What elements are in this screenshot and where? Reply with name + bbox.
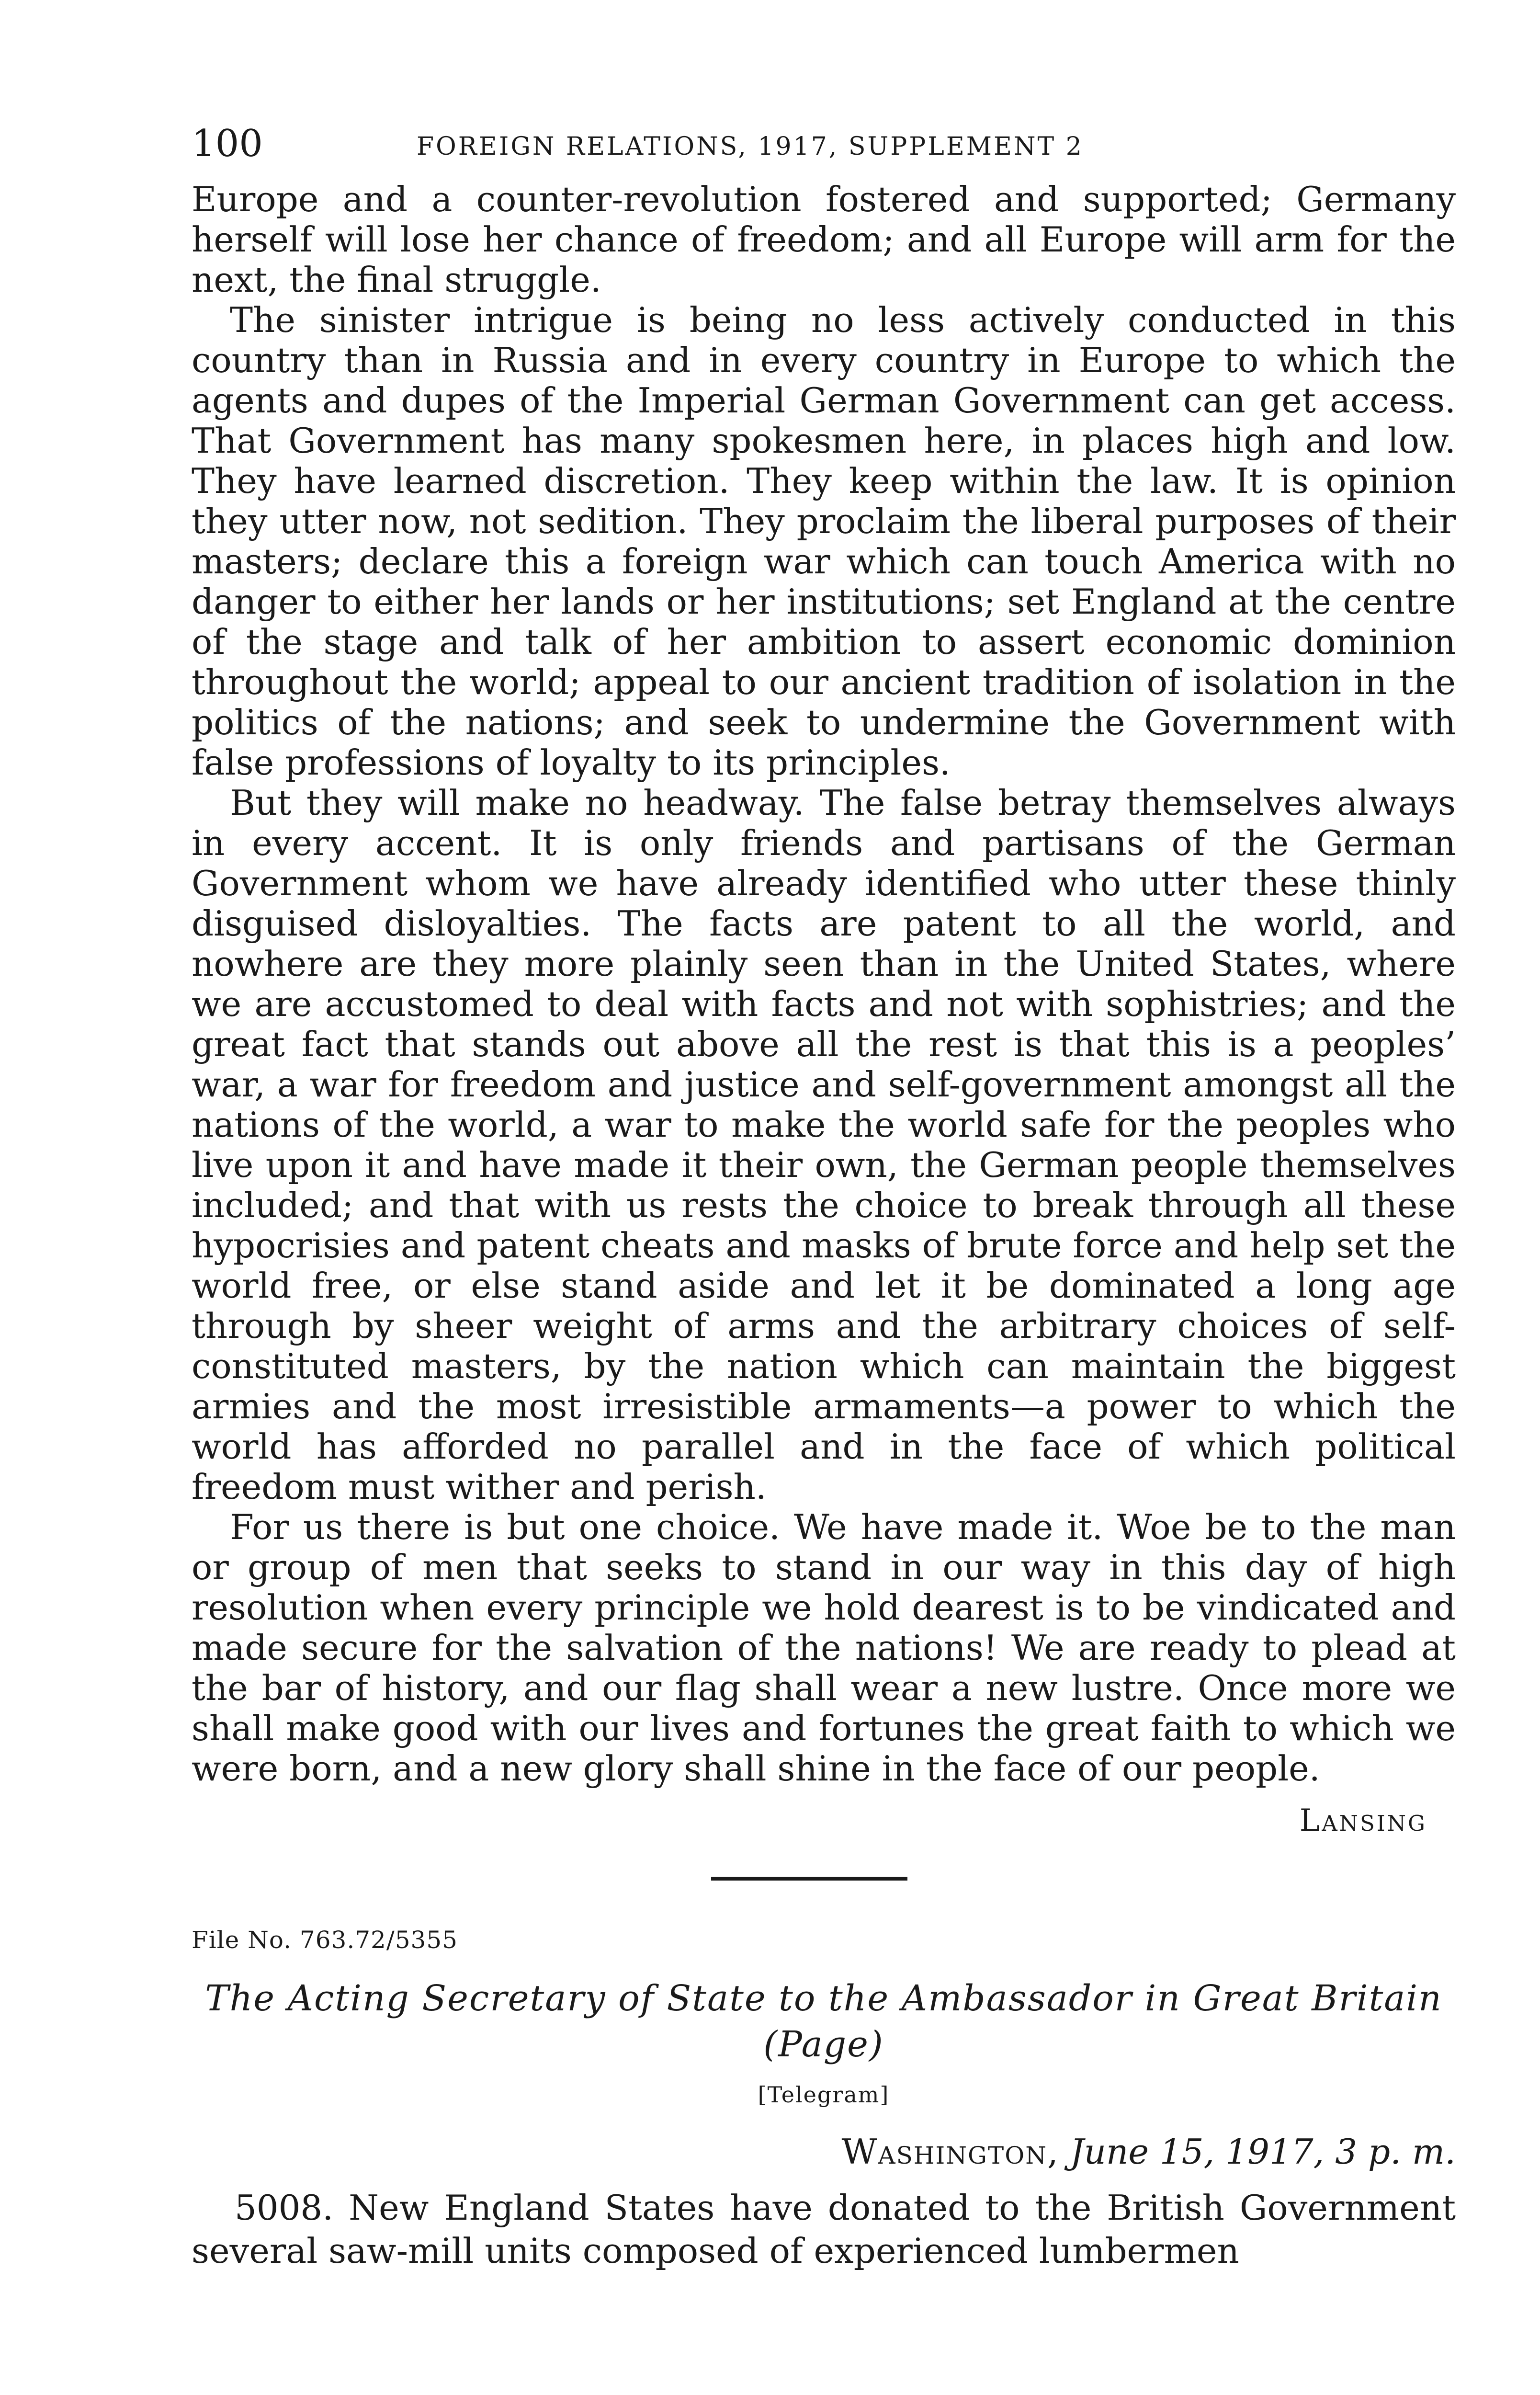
document-title-line-2: (Page) (763, 2024, 884, 2065)
document-page (192, 120, 1456, 2272)
dateline-date: June 15, 1917, 3 p. m. (1070, 2132, 1456, 2172)
telegram-body (192, 2186, 1456, 2272)
telegram-paragraph: 5008. New England States have donated to the British Government several saw-mill units composed of experienced lumbermen (192, 2188, 1456, 2271)
paragraph-3: But they will make no headway. The false betray themselves always in every accent. It is only friends and partisans of the German Government whom we have already identified who utter these thinly disguised disloyalties. The facts are patent to all the world, and nowhere are they more plainly seen than in the United States, where we are accustomed to deal with facts and not with sophistries; and the great fact that stands out above all the rest is that this is a peoples’ war, a war for freedom and justice and self-government amongst all the nations of the world, a war to make the world safe for the peoples who live upon it and have made it their own, the German people themselves included; and that with us rests the choice to break through all these hypocrisies and patent cheats and masks of brute force and help set the world free, or else stand aside and let it be dominated a long age through by sheer weight of arms and the arbitrary choices of self-constituted masters, by the nation which can maintain the biggest armies and the most irresistible armaments—a power to which the world has afforded no parallel and in the face of which political freedom must wither and perish. (192, 783, 1456, 1507)
paragraph-4: For us there is but one choice. We have made it. Woe be to the man or group of men that seeks to stand in our way in this day of high resolution when every principle we hold dearest is to be vindicated and made secure for the salvation of the nations! We are ready to plead at the bar of history, and our flag shall wear a new lustre. Once more we shall make good with our lives and fortunes the great faith to which we were born, and a new glory shall shine in the face of our people. (192, 1507, 1456, 1789)
running-head (192, 120, 1456, 172)
document-title-line-1: The Acting Secretary of State to the Ambassador in Great Britain (205, 1978, 1442, 2019)
signature: Lansing (1299, 1803, 1427, 1838)
dateline (192, 2132, 1456, 2172)
telegram-label: [Telegram] (758, 2082, 890, 2108)
letter-body (192, 179, 1456, 1789)
paragraph-2: The sinister intrigue is being no less actively conducted in this country than in Russia and in every country in Europe to which the agents and dupes of the Imperial German Government can get access. That Government has many spokesmen here, in places high and low. They have learned discretion. They keep within the law. It is opinion they utter now, not sedition. They proclaim the liberal purposes of their masters; declare this a foreign war which can touch America with no danger to either her lands or her institutions; set England at the centre of the stage and talk of her ambition to assert economic dominion throughout the world; appeal to our ancient tradition of isolation in the politics of the nations; and seek to undermine the Government with false professions of loyalty to its principles. (192, 300, 1456, 783)
running-title: FOREIGN RELATIONS, 1917, SUPPLEMENT 2 (417, 132, 1084, 161)
paragraph-1: Europe and a counter-revolution fostered and supported; Germany herself will lose her chance of freedom; and all Europe will arm for the next, the final struggle. (192, 179, 1456, 300)
dateline-place: Washington, (841, 2132, 1059, 2172)
section-divider (711, 1877, 907, 1881)
file-number: File No. 763.72/5355 (192, 1926, 458, 1954)
page-number: 100 (192, 122, 263, 165)
document-title (192, 1975, 1456, 2067)
